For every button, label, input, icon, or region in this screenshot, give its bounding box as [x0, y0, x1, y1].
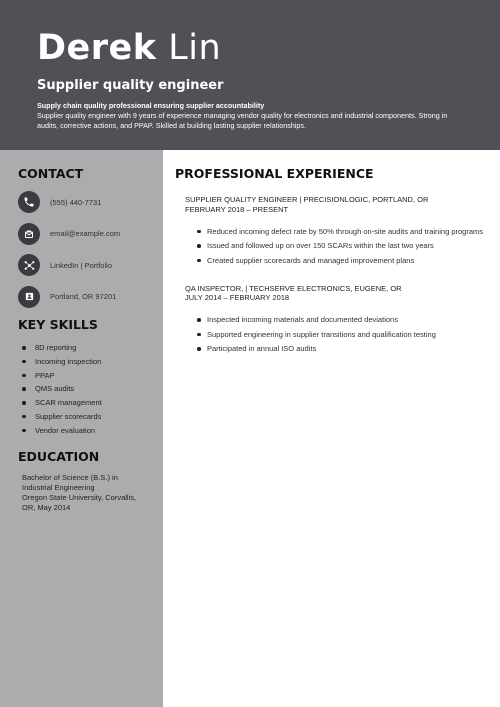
- job-entry: [175, 195, 488, 266]
- email-icon: [18, 223, 40, 245]
- list-item: 8D reporting: [22, 341, 145, 355]
- skills-heading: KEY SKILLS: [18, 317, 98, 332]
- job-dates: JULY 2014 – FEBRUARY 2018: [185, 293, 290, 303]
- job-bullets: [185, 227, 488, 266]
- list-item: Supplier scorecards: [22, 410, 145, 424]
- education-degree: Bachelor of Science (B.S.) in Industrial Engineering: [22, 472, 118, 492]
- contact-phone: [18, 191, 145, 213]
- list-item: SCAR management: [22, 396, 145, 410]
- job-title: Supplier quality engineer: [37, 78, 224, 93]
- contact-location: [18, 286, 145, 308]
- list-item: QMS audits: [22, 382, 145, 396]
- list-item: Vendor evaluation: [22, 424, 145, 438]
- last-name: Lin: [168, 28, 222, 68]
- contact-links: [18, 254, 145, 276]
- contact-links-text[interactable]: LinkedIn | Portfolio: [50, 260, 112, 270]
- list-item: Supported engineering in supplier transitions and qualification testing: [197, 330, 488, 340]
- candidate-name: [37, 28, 463, 68]
- contact-list: [18, 191, 145, 308]
- job-dates: FEBRUARY 2018 – PRESENT: [185, 204, 289, 214]
- contact-heading: CONTACT: [18, 166, 84, 181]
- list-item: PPAP: [22, 369, 145, 383]
- main-content: [163, 150, 500, 707]
- location-icon: [18, 286, 40, 308]
- list-item: Created supplier scorecards and managed improvement plans: [197, 256, 488, 266]
- list-item: Incoming inspection: [22, 355, 145, 369]
- summary-text: Supplier quality engineer with 9 years of experience managing vendor quality for electronics and industrial components. Strong in audits, corrective actions, and PPAP. Skilled at building lasting supplier relationships.: [37, 111, 448, 130]
- education-school: Oregon State University, Corvallis, OR, May 2014: [22, 492, 137, 512]
- job-bullets: [185, 315, 488, 354]
- education-entry: [18, 473, 145, 513]
- list-item: Issued and followed up on over 150 SCARs within the last two years: [197, 241, 488, 251]
- sidebar: [0, 150, 163, 707]
- contact-email: [18, 223, 145, 245]
- education-heading: EDUCATION: [18, 448, 100, 464]
- phone-icon: [18, 191, 40, 213]
- resume-header: [0, 0, 500, 150]
- skills-list: [18, 341, 145, 438]
- job-role-line: QA INSPECTOR, | TECHSERVE ELECTRONICS, EUGENE, OR: [185, 283, 402, 293]
- list-item: Participated in annual ISO audits: [197, 344, 488, 354]
- experience-heading: PROFESSIONAL EXPERIENCE: [175, 166, 374, 181]
- job-entry: [175, 284, 488, 355]
- summary-heading: Supply chain quality professional ensuring supplier accountability: [37, 101, 265, 110]
- contact-email-text: email@example.com: [50, 229, 121, 238]
- contact-phone-text: (555) 440-7731: [50, 197, 102, 207]
- list-item: Reduced incoming defect rate by 50% through on-site audits and training programs: [197, 227, 488, 237]
- network-icon: [18, 254, 40, 276]
- list-item: Inspected incoming materials and documented deviations: [197, 315, 488, 325]
- contact-location-text: Portland, OR 97201: [50, 292, 117, 301]
- job-role-line: SUPPLIER QUALITY ENGINEER | PRECISIONLOGIC, PORTLAND, OR: [185, 195, 429, 204]
- first-name: Derek: [37, 28, 157, 68]
